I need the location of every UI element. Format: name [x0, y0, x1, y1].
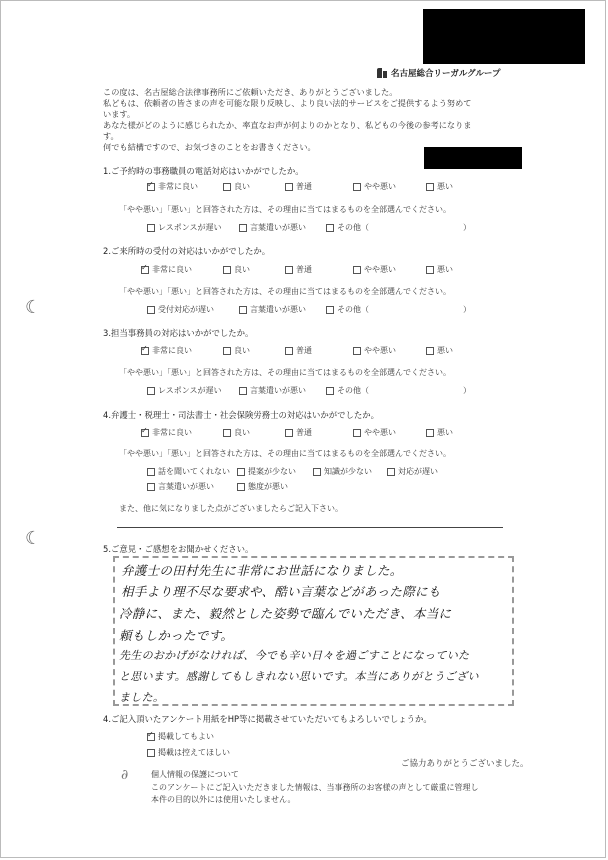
q2-reason-1[interactable]: 受付対応が遅い	[147, 304, 214, 315]
checkbox-icon	[147, 387, 155, 395]
redaction-block-top	[423, 9, 585, 64]
checkbox-checked-icon	[147, 733, 155, 741]
checkbox-icon	[285, 266, 293, 274]
q4-rating-bad[interactable]: 悪い	[426, 427, 453, 438]
checkbox-icon	[326, 306, 334, 314]
checkbox-checked-icon	[141, 266, 149, 274]
checkbox-icon	[147, 224, 155, 232]
privacy-line: 本件の目的以外には使用いたしません。	[151, 795, 296, 804]
checkbox-icon	[426, 183, 434, 191]
checkbox-icon	[326, 387, 334, 395]
checkbox-icon	[239, 387, 247, 395]
other-comment-prompt: また、他に気になりました点がございましたらご記入下さい。	[119, 504, 343, 513]
consent-option-decline[interactable]: 掲載は控えてほしい	[147, 747, 230, 758]
q4-follow-up: 「やや悪い」「悪い」と回答された方は、その理由に当てはまるものを全部選んでください。	[119, 449, 451, 458]
checkbox-icon	[426, 266, 434, 274]
q1-reason-1[interactable]: レスポンスが遅い	[147, 222, 222, 233]
q2-rating-bad[interactable]: 悪い	[426, 264, 453, 275]
q4-reason-5[interactable]: 言葉遣いが悪い	[147, 481, 214, 492]
q3-reason-2[interactable]: 言葉遣いが悪い	[239, 385, 306, 396]
checkbox-icon	[353, 347, 361, 355]
q4-rating-good[interactable]: 良い	[223, 427, 250, 438]
q2-rating-very-good[interactable]: ✓ 非常に良い	[141, 264, 192, 275]
handwritten-line: 相手より理不尽な要求や、酷い言葉などがあった際にも	[121, 584, 441, 599]
checkbox-checked-icon	[141, 347, 149, 355]
intro-line: この度は、名古屋総合法律事務所にご依頼いただき、ありがとうございました。	[103, 87, 398, 97]
privacy-mark-icon: ∂	[121, 767, 129, 783]
checkbox-icon	[223, 347, 231, 355]
privacy-title: 個人情報の保護について	[151, 770, 239, 779]
q2-rating-good[interactable]: 良い	[223, 264, 250, 275]
q4-reason-1[interactable]: 話を聞いてくれない	[147, 466, 230, 477]
consent-option-allow[interactable]: ✓ 掲載してもよい	[147, 731, 214, 742]
q3-rating-bad[interactable]: 悪い	[426, 345, 453, 356]
q2-reason-2[interactable]: 言葉遣いが悪い	[239, 304, 306, 315]
q1-rating-slightly-bad[interactable]: やや悪い	[353, 181, 396, 192]
handwritten-line: 冷静に、また、毅然とした姿勢で臨んでいただき、本当に	[119, 606, 452, 621]
q1-reason-2[interactable]: 言葉遣いが悪い	[239, 222, 306, 233]
intro-line: 何でも結構ですので、お気づきのことをお書きください。	[103, 142, 316, 152]
privacy-line: このアンケートにご記入いただきました情報は、当事務所のお客様の声として厳重に管理し	[151, 783, 479, 792]
other-comment-line[interactable]	[117, 527, 503, 528]
question-2-label: 2.ご来所時の受付の対応はいかがでしたか。	[103, 246, 271, 256]
handwritten-line: 弁護士の田村先生に非常にお世話になりました。	[121, 563, 403, 578]
checkbox-icon	[223, 266, 231, 274]
checkbox-icon	[353, 266, 361, 274]
intro-line: 私どもは、依頼者の皆さまの声を可能な限り反映し、より良い法的サービスをご提供するよう努めて	[103, 98, 472, 108]
q2-rating-slightly-bad[interactable]: やや悪い	[353, 264, 396, 275]
q4-reason-3[interactable]: 知識が少ない	[313, 466, 372, 477]
q3-rating-good[interactable]: 良い	[223, 345, 250, 356]
q1-reason-other[interactable]: その他（	[326, 222, 369, 233]
checkbox-checked-icon	[147, 183, 155, 191]
q4-rating-slightly-bad[interactable]: やや悪い	[353, 427, 396, 438]
q2-rating-normal[interactable]: 普通	[285, 264, 312, 275]
checkbox-icon	[223, 183, 231, 191]
checkbox-icon	[353, 429, 361, 437]
checkbox-icon	[426, 429, 434, 437]
binder-hole-icon: ☾	[25, 297, 42, 318]
checkbox-icon	[387, 468, 395, 476]
q4-rating-very-good[interactable]: ✓ 非常に良い	[141, 427, 192, 438]
checkbox-icon	[237, 483, 245, 491]
checkbox-icon	[239, 306, 247, 314]
q1-rating-bad[interactable]: 悪い	[426, 181, 453, 192]
checkbox-icon	[426, 347, 434, 355]
q2-reason-close: ）	[463, 305, 471, 314]
binder-hole-icon: ☾	[25, 528, 42, 549]
handwritten-line: 先生のおかげがなければ、今でも辛い日々を過ごすことになっていた	[119, 649, 470, 662]
checkbox-icon	[237, 468, 245, 476]
thanks-text: ご協力ありがとうございました。	[401, 759, 529, 769]
handwritten-line: と思います。感謝してもしきれない思いです。本当にありがとうござい	[119, 670, 479, 683]
checkbox-icon	[285, 429, 293, 437]
checkbox-icon	[147, 306, 155, 314]
consent-label: 4.ご記入頂いたアンケート用紙をHP等に掲載させていただいてもよろしいでしょうか。	[103, 714, 432, 724]
q4-reason-2[interactable]: 提案が少ない	[237, 466, 296, 477]
q4-reason-4[interactable]: 対応が遅い	[387, 466, 438, 477]
checkbox-icon	[313, 468, 321, 476]
checkbox-icon	[147, 749, 155, 757]
intro-text	[103, 87, 471, 153]
checkbox-icon	[326, 224, 334, 232]
question-1-label: 1.ご予約時の事務職員の電話対応はいかがでしたか。	[103, 166, 304, 176]
q3-follow-up: 「やや悪い」「悪い」と回答された方は、その理由に当てはまるものを全部選んでください。	[119, 368, 451, 377]
q1-rating-good[interactable]: 良い	[223, 181, 250, 192]
logo	[376, 67, 500, 79]
checkbox-icon	[239, 224, 247, 232]
checkbox-icon	[285, 183, 293, 191]
q2-follow-up: 「やや悪い」「悪い」と回答された方は、その理由に当てはまるものを全部選んでください。	[119, 287, 451, 296]
checkbox-icon	[353, 183, 361, 191]
checkbox-icon	[285, 347, 293, 355]
checkbox-icon	[223, 429, 231, 437]
question-3-label: 3.担当事務員の対応はいかがでしたか。	[103, 328, 254, 338]
intro-line: います。	[103, 109, 136, 119]
intro-line: あなた様がどのように感じられたか、率直なお声が何よりのかとなり、私どもの今後の参考になりま	[103, 120, 472, 130]
q1-follow-up: 「やや悪い」「悪い」と回答された方は、その理由に当てはまるものを全部選んでください。	[119, 205, 451, 214]
q4-rating-normal[interactable]: 普通	[285, 427, 312, 438]
q3-rating-normal[interactable]: 普通	[285, 345, 312, 356]
q3-reason-close: ）	[463, 386, 471, 395]
q3-rating-very-good[interactable]: ✓ 非常に良い	[141, 345, 192, 356]
checkbox-icon	[147, 483, 155, 491]
q2-reason-other[interactable]: その他（	[326, 304, 369, 315]
intro-line: す。	[103, 131, 119, 141]
q3-reason-other[interactable]: その他（	[326, 385, 369, 396]
question-5-label: 5.ご意見・ご感想をお聞かせください。	[103, 544, 254, 554]
logo-text: 名古屋総合リーガルグループ	[391, 69, 501, 79]
logo-mark-icon	[376, 67, 388, 79]
question-4-label: 4.弁護士・税理士・司法書士・社会保険労務士の対応はいかがでしたか。	[103, 410, 379, 420]
checkbox-icon	[147, 468, 155, 476]
q3-rating-slightly-bad[interactable]: やや悪い	[353, 345, 396, 356]
handwritten-line: 頼もしかったです。	[119, 628, 234, 643]
q1-rating-normal[interactable]: 普通	[285, 181, 312, 192]
checkbox-checked-icon	[141, 429, 149, 437]
q4-reason-6[interactable]: 態度が悪い	[237, 481, 288, 492]
q3-reason-1[interactable]: レスポンスが遅い	[147, 385, 222, 396]
q1-rating-very-good[interactable]: ✓ 非常に良い	[147, 181, 198, 192]
handwritten-line: ました。	[119, 691, 165, 704]
q1-reason-close: ）	[463, 223, 471, 232]
